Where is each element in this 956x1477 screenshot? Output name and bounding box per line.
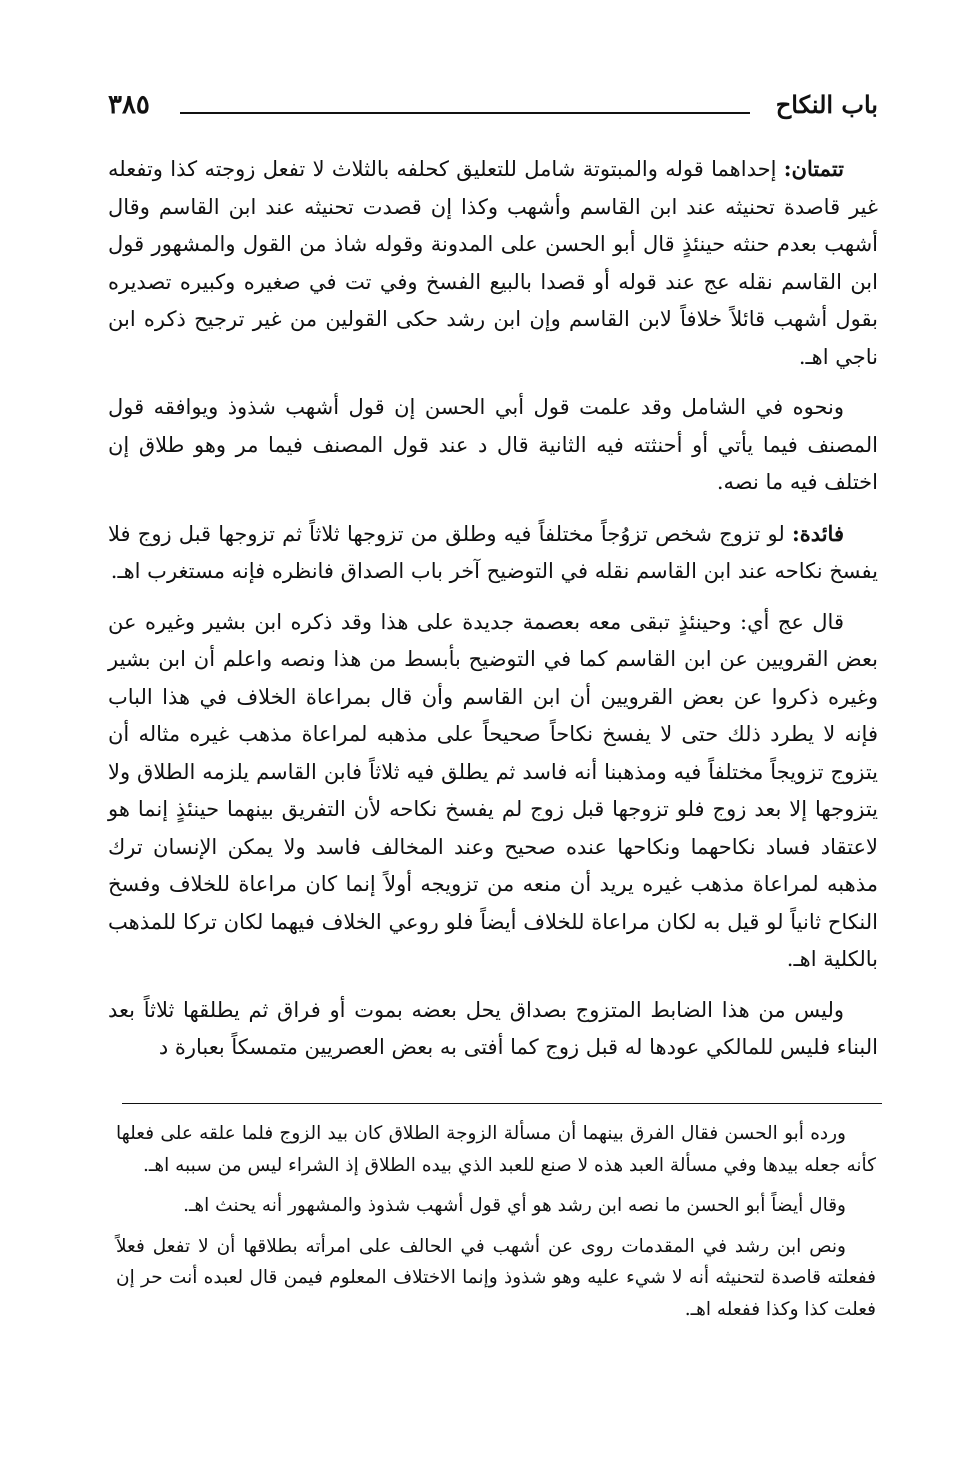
page-number: ٣٨٥ (108, 90, 150, 120)
paragraph (108, 604, 878, 979)
footnote: وقال أيضاً أبو الحسن ما نصه ابن رشد هو أي قول أشهب شذوذ والمشهور أنه يحنث اهـ. (183, 1195, 846, 1216)
main-text (108, 150, 878, 1080)
chapter-title: باب النكاح (775, 90, 878, 119)
paragraph-lead: تتمتان: (783, 156, 844, 181)
paragraph-text: ونحوه في الشامل وقد علمت قول أبي الحسن إن قول أشهب شذوذ ويوافقه قول المصنف فيما يأتي أو أحنثته فيه الثانية قال د عند قول المصنف فيما مر وهو طلاق إن اختلف فيه ما نصه. (108, 395, 878, 494)
paragraph (108, 389, 878, 502)
footnotes (116, 1118, 876, 1334)
paragraph (108, 992, 878, 1067)
footnote: ونص ابن رشد في المقدمات روى عن أشهب في الحالف على امرأته بطلاقها أن لا تفعل فعلاً ففعلته قاصدة لتحنيثه أنه لا شيء عليه وهو شذوذ وإنما الاختلاف المعلوم فيمن قال لعبده أنت حر إن فعلت كذا وكذا ففعله اهـ. (116, 1235, 876, 1320)
footnote-separator (122, 1103, 882, 1104)
paragraph-text: لو تزوج شخص تزوُجاً مختلفاً فيه وطلق من تزوجها ثلاثاً ثم تزوجها قبل زوج فلا يفسخ نكاحه عند ابن القاسم نقله في التوضيح آخر باب الصداق فانظره فإنه مستغرب اهـ. (108, 521, 878, 583)
paragraph-text: إحداهما قوله والمبتوتة شامل للتعليق كحلفه بالثلاث لا تفعل زوجته كذا وتفعله غير قاصدة تحنيثه عند ابن القاسم وأشهب وكذا إن قصدت تحنيثه عند ابن القاسم وقال أشهب بعدم حنثه حينئذٍ قال أبو الحسن على المدونة وقوله شاذ من القول والمشهور قول ابن القاسم نقله عج عند قوله أو قصدا بالبيع الفسخ وفي تت في صغيره وكبيره تصديره بقول أشهب قائلاً خلافاً لابن القاسم وإن ابن رشد حكى القولين من غير ترجيح ذكره ابن ناجي اهـ. (108, 157, 878, 369)
paragraph-text: قال عج أي: وحينئذٍ تبقى معه بعصمة جديدة على هذا وقد ذكره ابن بشير وغيره عن بعض القرويين عن ابن القاسم كما في التوضيح بأبسط من هذا ونصه واعلم أن ابن بشير وغيره ذكروا عن بعض القرويين أن ابن القاسم وأن قال بمراعاة الخلاف في هذا الباب فإنه لا يطرد ذلك حتى لا يفسخ نكاحاً صحيحاً على مذهبه لمراعاة مذهب غيره مثاله أن يتزوج تزويجاً مختلفاً فيه ومذهبنا أنه فاسد ثم يطلق فيه ثلاثاً فابن القاسم يلزمه الطلاق ولا يتزوجها إلا بعد زوج فلو تزوجها قبل زوج لم يفسخ نكاحه لأن التفريق بينهما حينئذٍ إنما هو لاعتقاد فساد نكاحهما ونكاحها عنده صحيح وعند المخالف فاسد ولا يمكن الإنسان ترك مذهبه لمراعاة مذهب غيره يريد أن منعه من تزويجه أولاً إنما كان مراعاة للخلاف وفسخ النكاح ثانياً لو قيل به لكان مراعاة للخلاف أيضاً فلو روعي الخلاف فيهما لكان تركا للمذهب بالكلية اهـ. (108, 609, 878, 971)
page-header (108, 90, 878, 130)
paragraph-text: وليس من هذا الضابط المتزوج بصداق يحل بعضه بموت أو فراق ثم يطلقها ثلاثاً بعد البناء فليس للمالكي عودها له قبل زوج كما أفتى به بعض العصريين متمسكاً بعبارة د (108, 997, 878, 1059)
paragraph-lead: فائدة: (791, 520, 844, 546)
header-rule (180, 112, 750, 114)
footnote: ورده أبو الحسن فقال الفرق بينهما أن مسألة الزوجة الطلاق كان بيد الزوج فلما علقه على فعلها كأنه جعله بيدها وفي مسألة العبد هذه لا صنع للعبد الذي بيده الطلاق إذ الشراء ليس من سببه اهـ. (116, 1123, 876, 1176)
paragraph (108, 515, 878, 591)
paragraph (108, 150, 878, 376)
